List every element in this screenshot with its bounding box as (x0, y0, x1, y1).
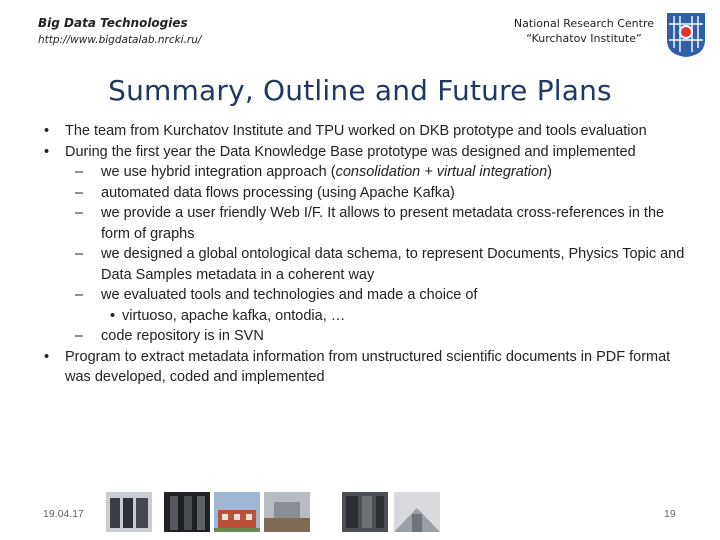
sub-sub-bullet-1: • virtuoso, apache kafka, ontodia, … (44, 306, 694, 327)
datacenter-photo (106, 492, 152, 532)
course-title: Big Data Technologies (38, 16, 188, 30)
slide-title: Summary, Outline and Future Plans (108, 74, 612, 107)
org-name-line1: National Research Centre (513, 17, 654, 30)
sub-bullet-2: – automated data flows processing (using Apache Kafka) (44, 183, 694, 204)
building-photo (214, 492, 260, 532)
sub-bullet-1-em: consolidation + virtual integration (335, 164, 548, 180)
sub-bullet-3: – we provide a user friendly Web I/F. It allows to present metadata cross-references in the form of graphs (44, 203, 694, 244)
rack-row-photo (342, 492, 388, 532)
hall-photo (394, 492, 440, 532)
lab-url[interactable]: http://www.bigdatalab.nrcki.ru/ (38, 34, 202, 46)
header-right (514, 16, 654, 46)
bullet-2: • During the first year the Data Knowledge Base prototype was designed and implemented (44, 142, 694, 163)
sub-bullet-1 (44, 162, 694, 183)
header-left (38, 16, 201, 46)
page-number: 19 (664, 508, 676, 520)
sub-bullet-4: – we designed a global ontological data schema, to represent Documents, Physics Topic and Data Samples metadata in a coherent way (44, 244, 694, 285)
sub-bullet-5: – we evaluated tools and technologies and made a choice of (44, 285, 694, 306)
facility-photo (264, 492, 310, 532)
slide-date: 19.04.17 (43, 508, 84, 520)
org-name-line2: “Kurchatov Institute” (526, 32, 642, 45)
server-room-photo (164, 492, 210, 532)
sub-bullet-1-pre: we use hybrid integration approach ( (101, 164, 336, 180)
bullet-1: • The team from Kurchatov Institute and TPU worked on DKB prototype and tools evaluation (44, 121, 694, 142)
sub-bullet-1-post: ) (547, 164, 552, 180)
sub-bullet-6: – code repository is in SVN (44, 326, 694, 347)
bullet-3: • Program to extract metadata information from unstructured scientific documents in PDF format was developed, coded and implemented (44, 347, 694, 388)
kurchatov-logo-icon (664, 10, 708, 58)
slide-body (44, 121, 694, 388)
